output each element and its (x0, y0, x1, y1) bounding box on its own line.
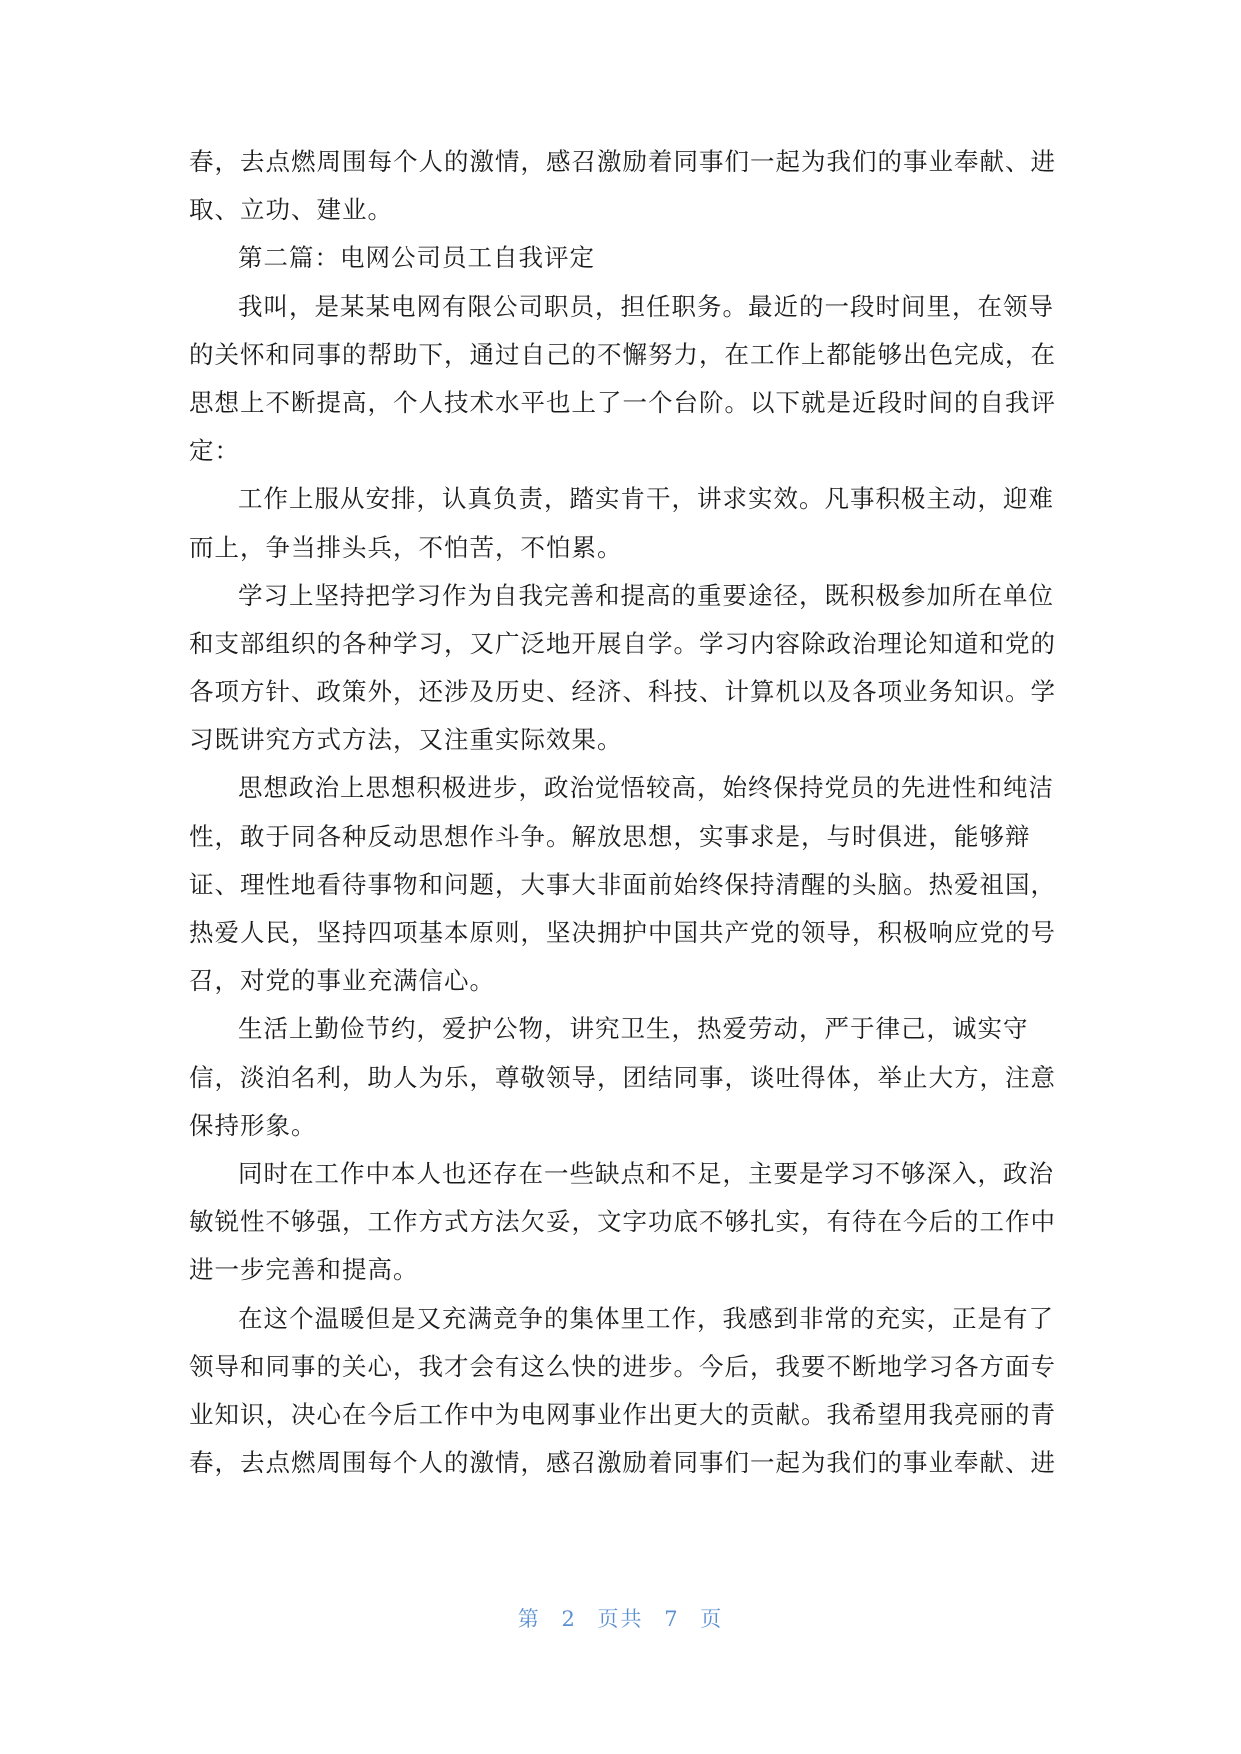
current-page-number: 2 (561, 1607, 577, 1631)
text-line: 各项方针、政策外，还涉及历史、经济、科技、计算机以及各项业务知识。学 (189, 677, 1056, 707)
text-line: 敏锐性不够强，工作方式方法欠妥，文字功底不够扎实，有待在今后的工作中 (189, 1207, 1056, 1237)
text-line: 证、理性地看待事物和问题，大事大非面前始终保持清醒的头脑。热爱祖国， (189, 869, 1056, 899)
text-line: 和支部组织的各种学习，又广泛地开展自学。学习内容除政治理论知道和党的 (189, 628, 1056, 658)
text-line: 领导和同事的关心，我才会有这么快的进步。今后，我要不断地学习各方面专 (189, 1351, 1056, 1381)
text-line: 信，淡泊名利，助人为乐，尊敬领导，团结同事，谈吐得体，举止大方，注意 (189, 1062, 1056, 1092)
text-line: 性，敢于同各种反动思想作斗争。解放思想，实事求是，与时俱进，能够辩 (189, 821, 1031, 851)
text-line: 习既讲究方式方法，又注重实际效果。 (189, 725, 623, 755)
text-line: 热爱人民，坚持四项基本原则，坚决拥护中国共产党的领导，积极响应党的号 (189, 918, 1056, 947)
footer-label-ye: 页 (700, 1607, 724, 1631)
text-line: 在这个温暖但是又充满竞争的集体里工作，我感到非常的充实，正是有了 (238, 1303, 1054, 1333)
text-line: 同时在工作中本人也还存在一些缺点和不足，主要是学习不够深入，政治 (238, 1158, 1054, 1188)
text-line: 定： (189, 436, 240, 466)
text-line: 春，去点燃周围每个人的激情，感召激励着同事们一起为我们的事业奉献、进 (189, 147, 1056, 176)
total-page-number: 7 (664, 1607, 680, 1631)
footer-label-ye-gong: 页共 (597, 1607, 644, 1631)
text-line: 生活上勤俭节约，爱护公物，讲究卫生，热爱劳动，严于律己，诚实守 (238, 1014, 1029, 1044)
text-line: 而上，争当排头兵，不怕苦，不怕累。 (189, 532, 623, 562)
section-title: 第二篇：电网公司员工自我评定 (238, 243, 595, 273)
page-footer (0, 1603, 1241, 1633)
text-line: 保持形象。 (189, 1110, 317, 1140)
text-line: 工作上服从安排，认真负责，踏实肯干，讲求实效。凡事积极主动，迎难 (238, 484, 1054, 514)
text-line: 春，去点燃周围每个人的激情，感召激励着同事们一起为我们的事业奉献、进 (189, 1448, 1056, 1478)
text-line: 我叫，是某某电网有限公司职员，担任职务。最近的一段时间里，在领导 (238, 291, 1054, 321)
document-body (189, 138, 1055, 1487)
text-line: 取、立功、建业。 (189, 195, 393, 225)
text-line: 的关怀和同事的帮助下，通过自己的不懈努力，在工作上都能够出色完成，在 (189, 339, 1056, 369)
text-line: 召，对党的事业充满信心。 (189, 966, 495, 996)
text-line: 进一步完善和提高。 (189, 1255, 419, 1285)
text-line: 思想政治上思想积极进步，政治觉悟较高，始终保持党员的先进性和纯洁 (238, 773, 1054, 803)
text-line: 业知识，决心在今后工作中为电网事业作出更大的贡献。我希望用我亮丽的青 (189, 1399, 1056, 1429)
text-line: 思想上不断提高，个人技术水平也上了一个台阶。以下就是近段时间的自我评 (189, 387, 1056, 417)
footer-label-di: 第 (517, 1607, 541, 1631)
text-line: 学习上坚持把学习作为自我完善和提高的重要途径，既积极参加所在单位 (238, 580, 1054, 610)
